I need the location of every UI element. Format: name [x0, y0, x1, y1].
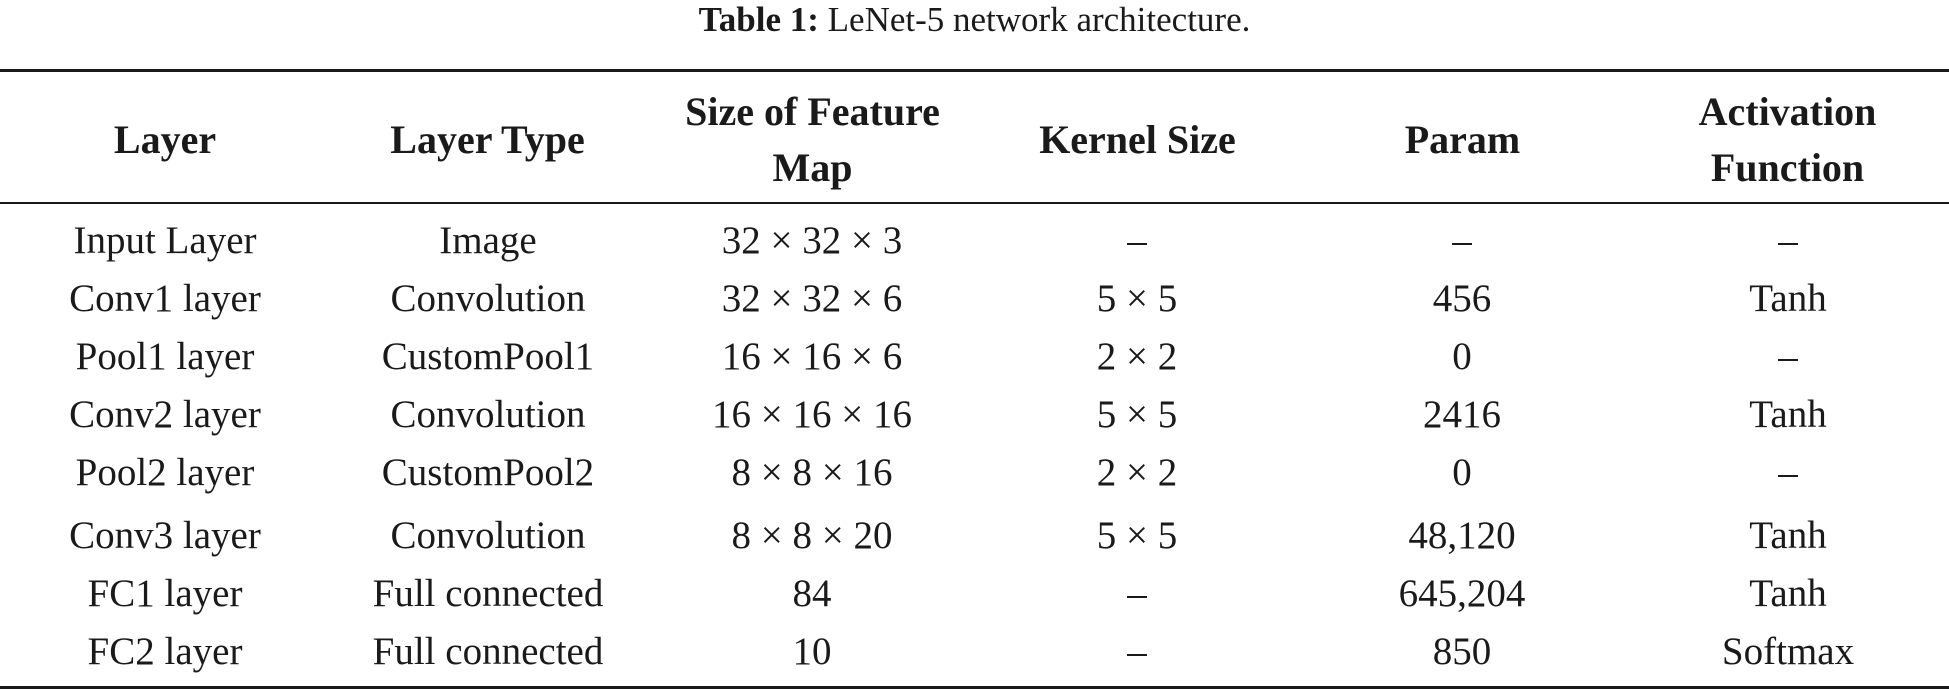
header-param: Param — [1404, 117, 1521, 162]
cell-feature-map-size: 32 × 32 × 6 — [721, 277, 903, 320]
cell-layer-type: Full connected — [372, 572, 604, 615]
cell-activation: Tanh — [1749, 514, 1827, 557]
cell-layer-type: CustomPool2 — [381, 451, 595, 494]
cell-feature-map-size: 16 × 16 × 16 — [712, 393, 912, 436]
cell-param: 0 — [1452, 335, 1472, 378]
header-layer-type: Layer Type — [390, 117, 585, 162]
cell-kernel-size: – — [1127, 572, 1147, 615]
cell-layer-type: Convolution — [390, 277, 586, 320]
cell-layer: Pool1 layer — [75, 335, 255, 378]
cell-layer: Conv3 layer — [69, 514, 261, 557]
cell-activation: Tanh — [1749, 572, 1827, 615]
cell-layer-type: CustomPool1 — [381, 335, 595, 378]
cell-param: 48,120 — [1408, 514, 1516, 557]
cell-layer-type: Convolution — [390, 514, 586, 557]
cell-param: 645,204 — [1398, 572, 1526, 615]
cell-layer: FC2 layer — [87, 630, 243, 673]
cell-layer: Conv1 layer — [69, 277, 261, 320]
cell-kernel-size: 2 × 2 — [1096, 451, 1178, 494]
header-activation-function: Activation Function — [1698, 89, 1877, 190]
caption-label: Table 1: — [698, 0, 819, 39]
cell-activation: Softmax — [1721, 630, 1855, 673]
table-caption — [0, 0, 1949, 40]
cell-param: 456 — [1432, 277, 1492, 320]
cell-kernel-size: – — [1127, 219, 1147, 262]
cell-param: 2416 — [1423, 393, 1501, 436]
cell-kernel-size: 5 × 5 — [1096, 277, 1178, 320]
cell-param: 850 — [1432, 630, 1492, 673]
cell-feature-map-size: 32 × 32 × 3 — [721, 219, 903, 262]
cell-activation: – — [1778, 219, 1798, 262]
cell-kernel-size: 5 × 5 — [1096, 393, 1178, 436]
cell-feature-map-size: 8 × 8 × 20 — [731, 514, 893, 557]
cell-kernel-size: 2 × 2 — [1096, 335, 1178, 378]
header-feature-map-size: Size of Feature Map — [685, 89, 940, 190]
cell-kernel-size: 5 × 5 — [1096, 514, 1178, 557]
cell-activation: Tanh — [1749, 393, 1827, 436]
cell-layer: FC1 layer — [87, 572, 243, 615]
cell-layer: Conv2 layer — [69, 393, 261, 436]
cell-activation: Tanh — [1749, 277, 1827, 320]
cell-activation: – — [1778, 451, 1798, 494]
caption-text: LeNet-5 network architecture. — [818, 0, 1251, 39]
cell-param: – — [1452, 219, 1472, 262]
cell-activation: – — [1778, 335, 1798, 378]
cell-layer-type: Full connected — [372, 630, 604, 673]
header-kernel-size: Kernel Size — [1039, 117, 1236, 162]
cell-layer-type: Image — [439, 219, 537, 262]
table-header-rule — [0, 202, 1949, 204]
cell-param: 0 — [1452, 451, 1472, 494]
cell-feature-map-size: 8 × 8 × 16 — [731, 451, 893, 494]
cell-layer: Input Layer — [73, 219, 257, 262]
header-layer: Layer — [113, 117, 217, 162]
cell-layer-type: Convolution — [390, 393, 586, 436]
cell-feature-map-size: 84 — [792, 572, 832, 615]
table-top-rule — [0, 69, 1949, 72]
cell-feature-map-size: 16 × 16 × 6 — [721, 335, 903, 378]
table-bottom-rule — [0, 686, 1949, 689]
cell-feature-map-size: 10 — [792, 630, 832, 673]
cell-layer: Pool2 layer — [75, 451, 255, 494]
cell-kernel-size: – — [1127, 630, 1147, 673]
